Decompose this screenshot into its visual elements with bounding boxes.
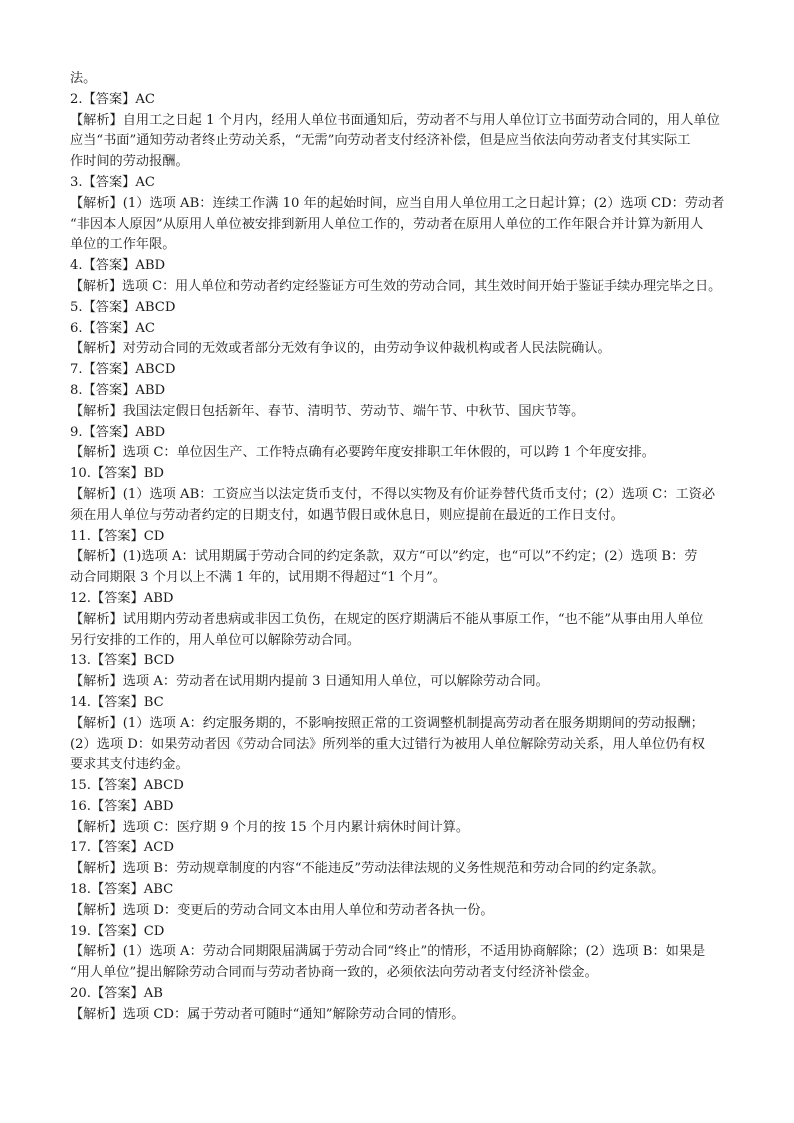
answer-line: 2.【答案】AC — [70, 91, 155, 107]
text-line: 法。 — [70, 71, 97, 86]
answer-line: 4.【答案】ABD — [70, 258, 166, 274]
explanation-line: 【解析】选项 C：用人单位和劳动者约定经鉴证方可生效的劳动合同，其生效时间开始于鉴证手续办理完毕之日。 — [70, 278, 722, 294]
answer-line: 20.【答案】AB — [70, 986, 163, 1002]
answer-line: 18.【答案】ABC — [70, 882, 174, 898]
explanation-line: 单位的工作年限。 — [70, 237, 176, 253]
explanation-line: 应当“书面”通知劳动者终止劳动关系，“无需”向劳动者支付经济补偿，但是应当依法向劳动者支付其实际工 — [70, 133, 691, 149]
explanation-line: (2）选项 D：如果劳动者因《劳动合同法》所列举的重大过错行为被用人单位解除劳动关系，用人单位仍有权 — [70, 736, 705, 752]
explanation-line: 【解析】选项 CD：属于劳动者可随时“通知”解除劳动合同的情形。 — [70, 1006, 465, 1022]
explanation-line: 【解析】(1）选项 A：约定服务期的，不影响按照正常的工资调整机制提高劳动者在服务期期间的劳动报酬； — [70, 715, 704, 731]
explanation-line: 【解析】选项 B：劳动规章制度的内容“不能违反”劳动法律法规的义务性规范和劳动合同的约定条款。 — [70, 861, 665, 877]
explanation-line: 【解析】(1）选项 AB：工资应当以法定货币支付，不得以实物及有价证券替代货币支付；(2）选项 C：工资必 — [70, 486, 716, 502]
explanation-line: 【解析】(1)选项 A：试用期属于劳动合同的约定条款，双方“可以”约定，也“可以”不约定；(2）选项 B：劳 — [70, 549, 698, 565]
explanation-line: 【解析】(1）选项 A：劳动合同期限届满属于劳动合同“终止”的情形，不适用协商解除；(2）选项 B：如果是 — [70, 944, 706, 960]
answer-line: 7.【答案】ABCD — [70, 362, 176, 378]
answer-line: 3.【答案】AC — [70, 174, 155, 190]
explanation-line: 【解析】对劳动合同的无效或者部分无效有争议的，由劳动争议仲裁机构或者人民法院确认。 — [70, 341, 611, 357]
answer-line: 17.【答案】ACD — [70, 840, 174, 856]
answer-sheet — [70, 69, 724, 1026]
explanation-line: “用人单位”提出解除劳动合同而与劳动者协商一致的，必须依法向劳动者支付经济补偿金。 — [70, 965, 598, 981]
explanation-line: 【解析】选项 C：医疗期 9 个月的按 15 个月内累计病休时间计算。 — [70, 819, 470, 835]
answer-line: 11.【答案】CD — [70, 528, 165, 544]
answer-line: 9.【答案】ABD — [70, 424, 166, 440]
explanation-line: 【解析】我国法定假日包括新年、春节、清明节、劳动节、端午节、中秋节、国庆节等。 — [70, 403, 585, 419]
explanation-line: 【解析】(1）选项 AB：连续工作满 10 年的起始时间，应当自用人单位用工之日起计算；(2）选项 CD：劳动者 — [70, 195, 725, 211]
answer-line: 12.【答案】ABD — [70, 590, 174, 606]
answer-line: 6.【答案】AC — [70, 320, 155, 336]
explanation-line: 要求其支付违约金。 — [70, 757, 189, 773]
explanation-line: 另行安排的工作的，用人单位可以解除劳动合同。 — [70, 632, 361, 648]
answer-line: 8.【答案】ABD — [70, 382, 166, 398]
explanation-line: 【解析】选项 A：劳动者在试用期内提前 3 日通知用人单位，可以解除劳动合同。 — [70, 674, 549, 690]
explanation-line: 【解析】试用期内劳动者患病或非因工负伤，在规定的医疗期满后不能从事原工作，“也不能”从事由用人单位 — [70, 611, 704, 627]
explanation-line: 须在用人单位与劳动者约定的日期支付，如遇节假日或休息日，则应提前在最近的工作日支付。 — [70, 507, 624, 523]
explanation-line: 作时间的劳动报酬。 — [70, 154, 189, 170]
answer-line: 15.【答案】ABCD — [70, 778, 184, 794]
explanation-line: 【解析】选项 C：单位因生产、工作特点确有必要跨年度安排职工年休假的，可以跨 1 个年度安排。 — [70, 445, 655, 461]
answer-line: 10.【答案】BD — [70, 466, 164, 482]
explanation-line: 【解析】自用工之日起 1 个月内，经用人单位书面通知后，劳动者不与用人单位订立书面劳动合同的，用人单位 — [70, 112, 720, 128]
answer-line: 5.【答案】ABCD — [70, 299, 176, 315]
answer-line: 19.【答案】CD — [70, 923, 165, 939]
answer-line: 14.【答案】BC — [70, 694, 164, 710]
explanation-line: “非因本人原因”从原用人单位被安排到新用人单位工作的，劳动者在原用人单位的工作年限合并计算为新用人 — [70, 216, 704, 232]
explanation-line: 动合同期限 3 个月以上不满 1 年的，试用期不得超过“1 个月”。 — [70, 570, 447, 586]
explanation-line: 【解析】选项 D：变更后的劳动合同文本由用人单位和劳动者各执一份。 — [70, 902, 494, 918]
answer-line: 13.【答案】BCD — [70, 653, 175, 669]
answer-line: 16.【答案】ABD — [70, 798, 174, 814]
